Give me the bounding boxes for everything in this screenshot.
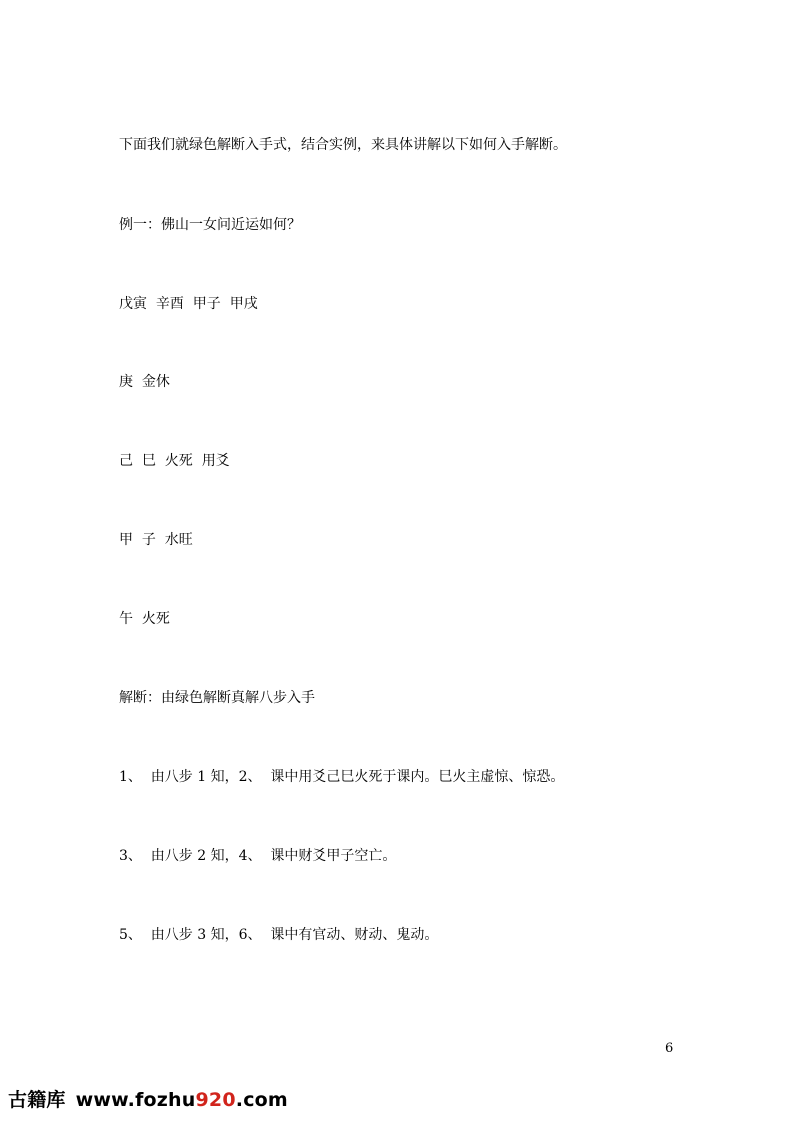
analysis-heading: 解断：由绿色解断真解八步入手 xyxy=(119,690,315,706)
page-number: 6 xyxy=(665,1041,674,1056)
watermark-url-prefix: www.fozhu xyxy=(75,1089,196,1111)
analysis-item-1: 1、 由八步 1 知，2、 课中用爻己巳火死于课内。巳火主虚惊、惊恐。 xyxy=(119,769,565,785)
watermark-url-number: 920 xyxy=(195,1089,236,1111)
watermark-site-name: 古籍库 xyxy=(8,1089,66,1111)
date-pillars: 戊寅 辛酉 甲子 甲戌 xyxy=(119,296,258,312)
intro-paragraph: 下面我们就绿色解断入手式，结合实例，来具体讲解以下如何入手解断。 xyxy=(119,137,567,153)
watermark-url-suffix: .com xyxy=(235,1089,288,1111)
chart-line-2: 己 巳 火死 用爻 xyxy=(119,453,230,469)
chart-line-1: 庚 金休 xyxy=(119,374,170,390)
chart-line-3: 甲 子 水旺 xyxy=(119,532,193,548)
site-watermark xyxy=(8,1087,288,1113)
example-heading: 例一：佛山一女问近运如何？ xyxy=(119,217,301,233)
analysis-item-3: 5、 由八步 3 知，6、 课中有官动、财动、鬼动。 xyxy=(119,927,439,943)
chart-line-4: 午 火死 xyxy=(119,611,170,627)
analysis-item-2: 3、 由八步 2 知，4、 课中财爻甲子空亡。 xyxy=(119,848,397,864)
